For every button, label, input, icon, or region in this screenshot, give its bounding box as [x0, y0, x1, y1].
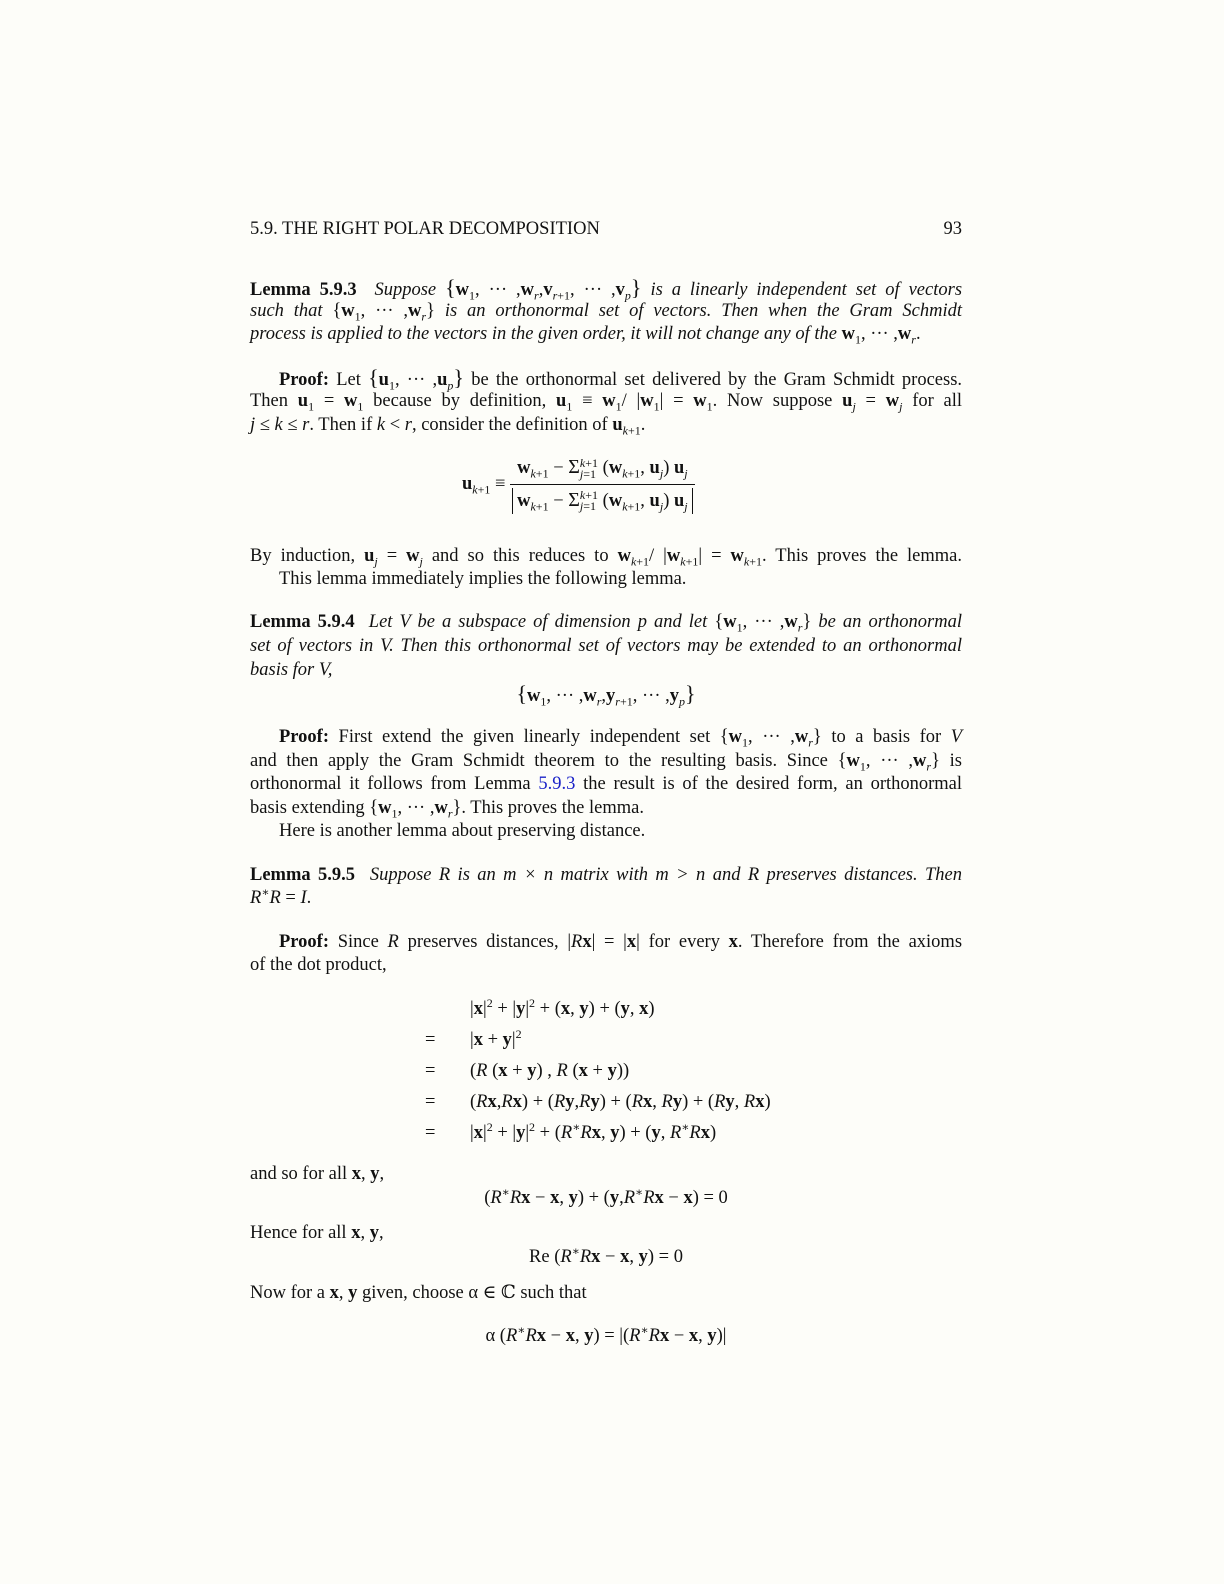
lemma-text: be an orthonormal: [818, 612, 963, 632]
equation-row: [425, 994, 771, 1025]
extended-basis-set: {$w_1$, ··· $,w_r,y_{r+1}$, ··· $,y_p$}: [516, 681, 696, 709]
gram-schmidt-equation: $u_{k+1}$ ≡ $w_{k+1} - \Sigma k+1$ j=1 ($w_{k+1}$, $u_j$) $u_j$ $w_{k+1} - \Sigma k+1$ j=1 ($w_{k+1}$, $u_j$) $u_j$: [462, 456, 695, 513]
proof-label: Proof:: [279, 370, 329, 390]
lemma-5-9-5-line-2: R∗R = I.: [250, 884, 312, 908]
lemma-5-9-3-line-1: Lemma 5.9.3 Suppose {$w_1$, ··· $,w_r,v_{r+1}$, ··· $,v_p$} is a linearly independent set of vectors: [250, 275, 963, 303]
equation-row: [425, 1087, 771, 1118]
page-number: 93: [943, 219, 962, 239]
now-for-text: Now for a x, y given, choose α ∈ ℂ such that: [250, 1283, 587, 1303]
proof-text: to a basis for V: [831, 727, 962, 747]
proof-text: is: [949, 751, 962, 771]
lemma-5-9-4-line-1: Lemma 5.9.4 Let V be a subspace of dimension p and let {$w_1$, ··· $,w_r$} be an orthonormal: [250, 612, 963, 635]
proof-line-2: Then $u_1 = w_1$ because by definition, $u_1 \equiv w_1/$ $|w_1| = w_1$. Now suppose $u_j = w_j$ for all: [250, 391, 963, 414]
proof-line-3: j ≤ k ≤ r. Then if k < r, consider the definition of $u_{k+1}$.: [250, 415, 646, 438]
proof-label: Proof:: [279, 932, 329, 952]
lemma-text: set of vectors in V. Then this orthonormal set of vectors may be extended to an orthonormal: [250, 636, 962, 656]
proof-line-2: and then apply the Gram Schmidt theorem to the resulting basis. Since {$w_1$, ··· $,w_r$} is: [250, 751, 962, 774]
equation-relation: =: [425, 1030, 436, 1050]
equation-alpha: α (R∗Rx − x, y) = |(R∗Rx − x, y)|: [485, 1322, 727, 1346]
lemma-5-9-4-line-3: [250, 659, 962, 683]
lemma-label: Lemma 5.9.3: [250, 280, 357, 300]
proof-line-1: Proof: First extend the given linearly independent set {$w_1$, ··· $,w_r$} to a basis for V: [279, 727, 962, 750]
lemma-text: basis for V,: [250, 660, 333, 680]
running-header: [250, 219, 962, 240]
equation-expression: (Rx,Rx) + (Ry,Ry) + (Rx, Ry) + (Ry, Rx): [470, 1092, 771, 1112]
lemma-text: such that: [250, 301, 323, 321]
transition-text: Here is another lemma about preserving distance.: [279, 821, 646, 841]
lemma-5-9-4-line-2: [250, 635, 962, 659]
proof-text: be the orthonormal set delivered by the Gram Schmidt process.: [471, 370, 963, 390]
fraction: [510, 456, 695, 513]
proof-text: and then apply the Gram Schmidt theorem to the resulting basis. Since: [250, 751, 828, 771]
lemma-5-9-3-line-3: process is applied to the vectors in the given order, it will not change any of the $w_1$, ··· $,w_r$.: [250, 324, 921, 347]
lemma-label: Lemma 5.9.4: [250, 612, 355, 632]
equation-sum-zero: (R∗Rx − x, y) + (y,R∗Rx − x) = 0: [484, 1184, 728, 1208]
lemma-text: is an orthonormal set of vectors. Then when the Gram Schmidt: [444, 301, 962, 321]
equation-expression: $|x|^2 + |y|^2 + (x$, y) + (y, x): [470, 995, 655, 1019]
equation-expression: (R (x + y) , R (x + y)): [470, 1061, 630, 1081]
lemma-label: Lemma 5.9.5: [250, 865, 356, 885]
equation-real-part: Re (R∗Rx − x, y) = 0: [529, 1243, 683, 1267]
equation-row: [425, 1056, 771, 1087]
equation-expression: $|x|^2 + |y|^2 + (R^∗Rx$, y) + (y, R∗Rx): [470, 1119, 717, 1143]
equation-row: [425, 1118, 771, 1149]
proof-line-2: of the dot product,: [250, 955, 387, 975]
and-so-text: and so for all x, y,: [250, 1164, 385, 1184]
lemma-text: is a linearly independent set of vectors: [650, 280, 963, 300]
equation-row: [425, 1025, 771, 1056]
transition-text: This lemma immediately implies the following lemma.: [279, 569, 687, 589]
numerator: $w_{k+1} - \Sigma k+1$ j=1 ($w_{k+1}$, $u_j$) $u_j$: [510, 456, 695, 485]
proof-line-3: [250, 773, 962, 797]
hence-text: Hence for all x, y,: [250, 1223, 384, 1243]
lemma-5-9-3-line-2: such that {$w_1$, ··· $,w_r$} is an orthonormal set of vectors. Then when the Gram Schmidt: [250, 301, 962, 324]
lemma-text: process is applied to the vectors in the given order, it will not change any of the: [250, 324, 842, 344]
lemma-5-9-5-line-1: [250, 864, 962, 888]
proof-text: Let: [336, 370, 361, 390]
proof-line-1: Proof: Since R preserves distances, |Rx| = |x| for every x. Therefore from the axioms: [279, 932, 963, 952]
proof-text: First extend the given linearly independent set: [338, 727, 711, 747]
proof-line-1: Proof: Let {$u_1$, ··· $,u_p$} be the orthonormal set delivered by the Gram Schmidt process.: [279, 365, 963, 393]
proof-text: the result is of the desired form, an orthonormal: [583, 774, 963, 794]
proof-conclusion: By induction, $u_j = w_j$ and so this reduces to $w_{k+1}/$ $|w_{k+1}| = w_{k+1}$. This proves the lemma.: [250, 546, 963, 569]
lemma-text: Suppose: [374, 280, 437, 300]
equation-relation: =: [425, 1061, 436, 1081]
proof-text: orthonormal it follows from Lemma: [250, 774, 531, 794]
section-title: 5.9. THE RIGHT POLAR DECOMPOSITION: [250, 219, 600, 239]
lemma-text: Suppose R is an m × n matrix with m > n and R preserves distances. Then: [369, 865, 962, 885]
proof-line-4: basis extending {$w_1$, ··· $,w_r$}. This proves the lemma.: [250, 798, 644, 821]
lemma-text: Let V be a subspace of dimension p and let: [368, 612, 708, 632]
equation-relation: =: [425, 1092, 436, 1112]
equation-relation: =: [425, 1123, 436, 1143]
denominator: $w_{k+1} - \Sigma k+1$ j=1 ($w_{k+1}$, $u_j$) $u_j$: [510, 485, 695, 514]
proof-label: Proof:: [279, 727, 329, 747]
lemma-5-9-3-link[interactable]: 5.9.3: [538, 774, 576, 794]
equation-expression: $|x + y|^2$: [470, 1026, 522, 1050]
equation-array: [425, 994, 771, 1149]
